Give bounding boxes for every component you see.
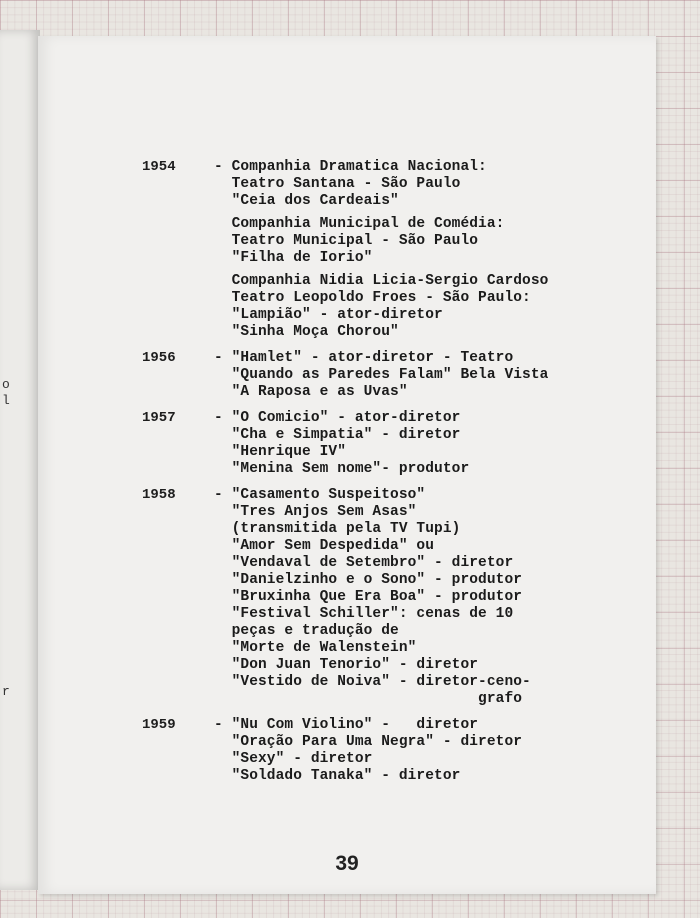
entry-year: 1957 <box>142 410 176 426</box>
entry-block <box>214 487 612 708</box>
entry-body <box>214 487 612 714</box>
entry-line: "A Raposa e as Uvas" <box>214 384 408 400</box>
entry-line: "Lampião" - ator-diretor <box>214 307 443 323</box>
left-page-fragment: r <box>2 684 10 699</box>
entry-line: "Henrique IV" <box>214 444 347 460</box>
entry-line: "Ceia dos Cardeais" <box>214 193 399 209</box>
entry-line: peças e tradução de <box>214 623 399 639</box>
entry-line: "Filha de Iorio" <box>214 250 373 266</box>
chronology-entry <box>142 410 612 484</box>
entry-line: Teatro Municipal - São Paulo <box>214 233 479 249</box>
entry-line: "Amor Sem Despedida" ou <box>214 538 435 554</box>
entry-line: "Oração Para Uma Negra" - diretor <box>214 734 523 750</box>
page-number: 39 <box>335 852 359 875</box>
entry-line: "Sinha Moça Chorou" <box>214 324 399 340</box>
entry-line: "Don Juan Tenorio" - diretor <box>214 657 479 673</box>
chronology-entry <box>142 159 612 347</box>
entry-block <box>214 350 612 401</box>
entry-line: "Tres Anjos Sem Asas" <box>214 504 417 520</box>
chronology-entry <box>142 487 612 714</box>
entry-line: "Vendaval de Setembro" - diretor <box>214 555 514 571</box>
entry-block <box>214 717 612 785</box>
chronology-list <box>142 159 612 794</box>
entry-line: "Danielzinho e o Sono" - produtor <box>214 572 523 588</box>
chronology-entry <box>142 350 612 407</box>
entry-line: - "Nu Com Violino" - diretor <box>214 717 479 733</box>
entry-year: 1958 <box>142 487 176 503</box>
entry-block <box>214 273 612 341</box>
entry-body <box>214 159 612 347</box>
entry-line: (transmitida pela TV Tupi) <box>214 521 461 537</box>
entry-line: "Cha e Simpatia" - diretor <box>214 427 461 443</box>
entry-body <box>214 410 612 484</box>
entry-line: - "Casamento Suspeitoso" <box>214 487 426 503</box>
entry-line: Teatro Santana - São Paulo <box>214 176 461 192</box>
entry-body <box>214 350 612 407</box>
entry-line: "Vestido de Noiva" - diretor-ceno- <box>214 674 531 690</box>
entry-line: Companhia Nidia Licia-Sergio Cardoso <box>214 273 549 289</box>
entry-line: Companhia Municipal de Comédia: <box>214 216 505 232</box>
entry-block <box>214 159 612 210</box>
entry-line: - "O Comicio" - ator-diretor <box>214 410 461 426</box>
entry-line: "Festival Schiller": cenas de 10 <box>214 606 514 622</box>
left-page-fragment: l <box>2 393 10 408</box>
entry-line: - Companhia Dramatica Nacional: <box>214 159 487 175</box>
chronology-entry <box>142 717 612 791</box>
entry-line: grafo <box>214 691 523 707</box>
entry-line: "Sexy" - diretor <box>214 751 373 767</box>
entry-line: - "Hamlet" - ator-diretor - Teatro <box>214 350 514 366</box>
entry-year: 1954 <box>142 159 176 175</box>
left-page-fragment: o <box>2 377 10 392</box>
entry-line: Teatro Leopoldo Froes - São Paulo: <box>214 290 531 306</box>
entry-block <box>214 216 612 267</box>
entry-line: "Quando as Paredes Falam" Bela Vista <box>214 367 549 383</box>
entry-line: "Bruxinha Que Era Boa" - produtor <box>214 589 523 605</box>
entry-line: "Morte de Walenstein" <box>214 640 417 656</box>
book-page <box>38 36 656 894</box>
entry-block <box>214 410 612 478</box>
left-page-edge <box>0 30 40 890</box>
entry-year: 1956 <box>142 350 176 366</box>
entry-body <box>214 717 612 791</box>
entry-line: "Menina Sem nome"- produtor <box>214 461 470 477</box>
entry-year: 1959 <box>142 717 176 733</box>
entry-line: "Soldado Tanaka" - diretor <box>214 768 461 784</box>
